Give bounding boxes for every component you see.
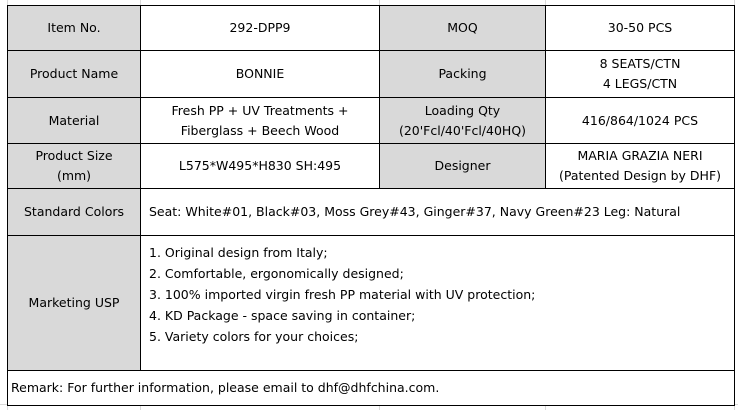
item-no-value: 292-DPP9 <box>141 6 380 51</box>
loading-qty-containers: (20'Fcl/40'Fcl/40HQ) <box>398 122 527 138</box>
item-no-label: Item No. <box>8 6 141 51</box>
material-label: Material <box>8 98 141 144</box>
designer-name: MARIA GRAZIA NERI <box>577 148 703 163</box>
packing-seats: 8 SEATS/CTN <box>599 56 681 71</box>
row-material <box>8 98 735 144</box>
packing-value <box>546 51 735 98</box>
designer-note: (Patented Design by DHF) <box>558 168 722 183</box>
designer-value <box>546 144 735 189</box>
row-remark <box>8 371 735 406</box>
product-name-value: BONNIE <box>141 51 380 98</box>
usp-item: 2. Comfortable, ergonomically designed; <box>149 266 404 281</box>
moq-value: 30-50 PCS <box>546 6 735 51</box>
loading-qty-label <box>380 98 546 144</box>
product-size-unit: (mm) <box>56 168 92 183</box>
designer-label: Designer <box>380 144 546 189</box>
row-product-size <box>8 144 735 189</box>
usp-item: 5. Variety colors for your choices; <box>149 329 359 344</box>
material-line-2: Fiberglass + Beech Wood <box>180 122 340 138</box>
row-product-name <box>8 51 735 98</box>
loading-qty-value: 416/864/1024 PCS <box>546 98 735 144</box>
material-value <box>141 98 380 144</box>
product-size-value: L575*W495*H830 SH:495 <box>141 144 380 189</box>
standard-colors-label: Standard Colors <box>8 189 141 236</box>
packing-legs: 4 LEGS/CTN <box>602 76 678 91</box>
packing-label: Packing <box>380 51 546 98</box>
row-standard-colors <box>8 189 735 236</box>
row-marketing-usp <box>8 236 735 371</box>
moq-label: MOQ <box>380 6 546 51</box>
product-name-label: Product Name <box>8 51 141 98</box>
material-line-1: Fresh PP + UV Treatments + <box>171 102 349 118</box>
standard-colors-value: Seat: White#01, Black#03, Moss Grey#43, Ginger#37, Navy Green#23 Leg: Natural <box>141 189 735 236</box>
product-size-title: Product Size <box>35 148 113 163</box>
marketing-usp-label: Marketing USP <box>8 236 141 371</box>
marketing-usp-list <box>141 236 735 371</box>
usp-item: 3. 100% imported virgin fresh PP material with UV protection; <box>149 287 536 302</box>
row-item-number <box>8 6 735 51</box>
loading-qty-title: Loading Qty <box>424 102 501 118</box>
product-spec-table <box>7 5 735 406</box>
product-size-label <box>8 144 141 189</box>
usp-item: 1. Original design from Italy; <box>149 245 328 260</box>
remark-text: Remark: For further information, please email to dhf@dhfchina.com. <box>8 371 735 406</box>
usp-item: 4. KD Package - space saving in container; <box>149 308 416 323</box>
